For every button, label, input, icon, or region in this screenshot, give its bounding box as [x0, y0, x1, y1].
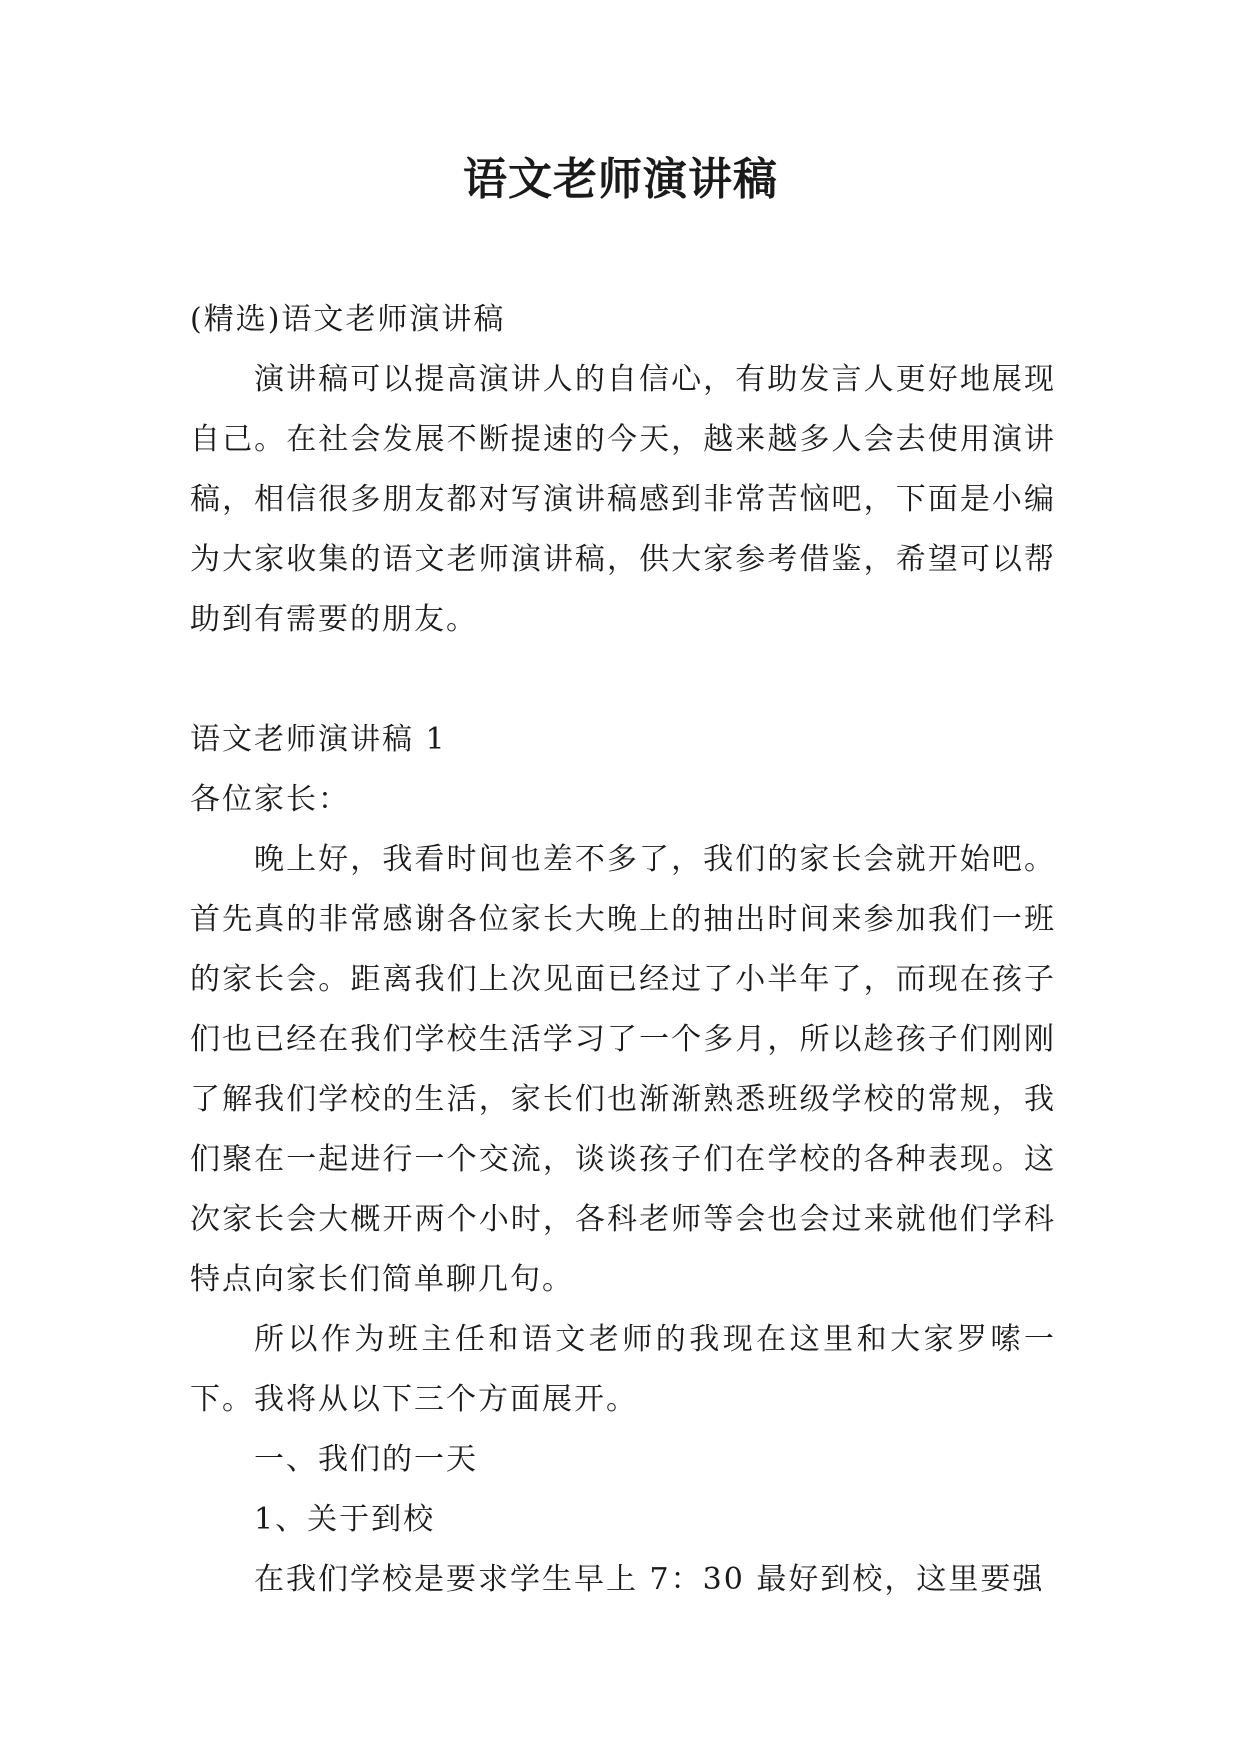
subheading-arrival: 1、关于到校 [254, 1502, 436, 1537]
document-title: 语文老师演讲稿 [463, 154, 778, 205]
section-spacer [190, 650, 1056, 710]
document-body [190, 290, 1056, 1610]
salutation: 各位家长： [190, 782, 350, 817]
section-title: 语文老师演讲稿 1 [190, 722, 447, 757]
intro-paragraph: 演讲稿可以提高演讲人的自信心，有助发言人更好地展现自己。在社会发展不断提速的今天，越来越多人会去使用演讲稿，相信很多朋友都对写演讲稿感到非常苦恼吧，下面是小编为大家收集的语文老师演讲稿，供大家参考借鉴，希望可以帮助到有需要的朋友。 [190, 362, 1056, 637]
body-paragraph: 在我们学校是要求学生早上 7：30 最好到校，这里要强 [254, 1562, 1045, 1597]
body-paragraph: 晚上好，我看时间也差不多了，我们的家长会就开始吧。首先真的非常感谢各位家长大晚上的抽出时间来参加我们一班的家长会。距离我们上次见面已经过了小半年了，而现在孩子们也已经在我们学校生活学习了一个多月，所以趁孩子们刚刚了解我们学校的生活，家长们也渐渐熟悉班级学校的常规，我们聚在一起进行一个交流，谈谈孩子们在学校的各种表现。这次家长会大概开两个小时，各科老师等会也会过来就他们学科特点向家长们简单聊几句。 [190, 842, 1056, 1297]
document-subtitle: (精选)语文老师演讲稿 [190, 302, 506, 337]
heading-our-day: 一、我们的一天 [254, 1442, 478, 1477]
body-paragraph: 所以作为班主任和语文老师的我现在这里和大家罗嗦一下。我将从以下三个方面展开。 [190, 1322, 1056, 1417]
